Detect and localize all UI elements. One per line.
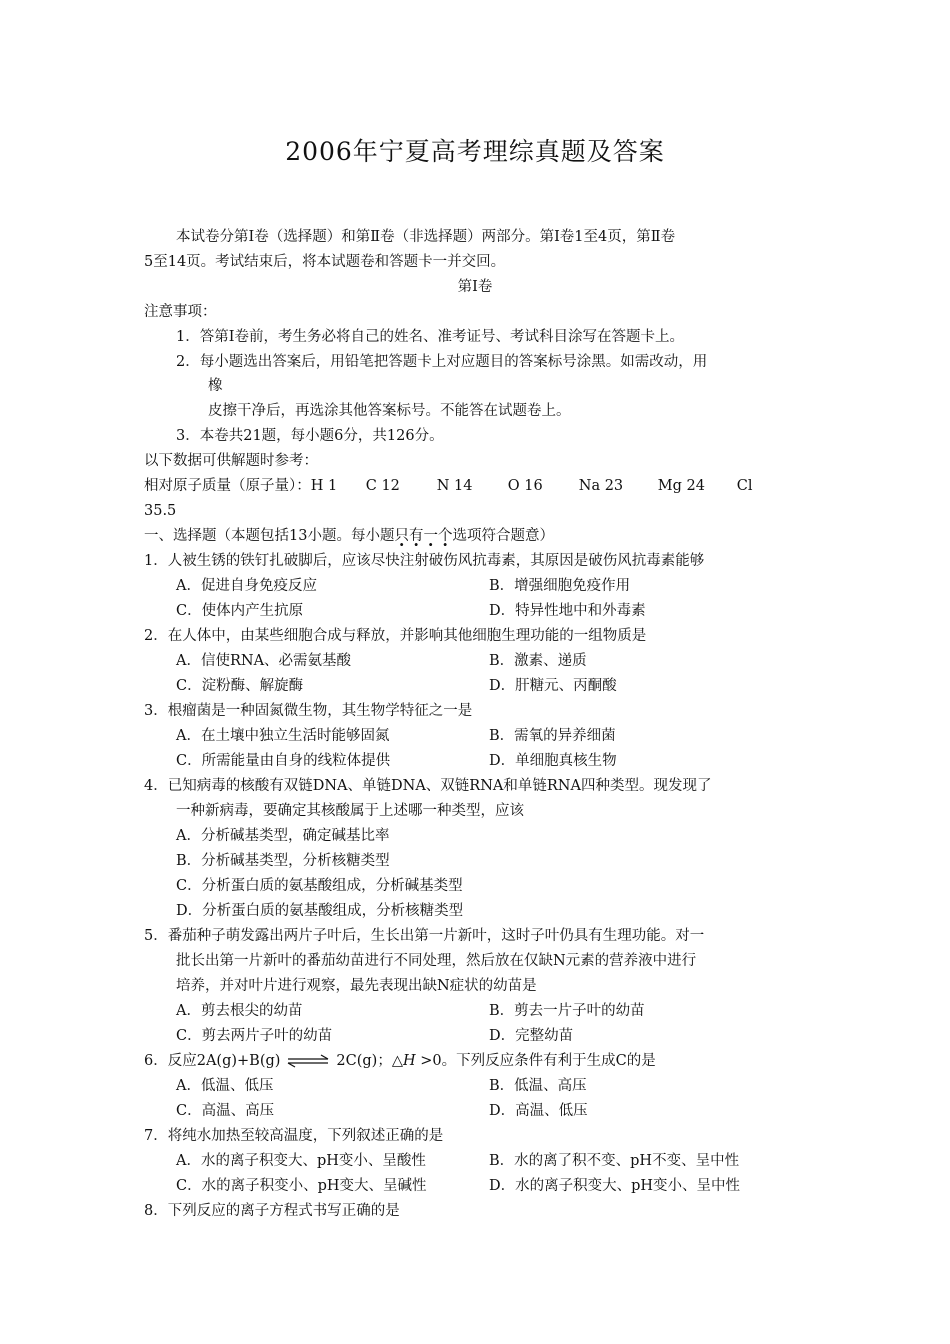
- q4-stem-2: 一种新病毒，要确定其核酸属于上述哪一种类型，应该: [176, 803, 524, 819]
- atomic-mass-line: [144, 476, 752, 496]
- q6-option-b: B．低温、高压: [489, 1078, 587, 1094]
- q3-option-d: D．单细胞真核生物: [489, 753, 617, 769]
- atomic-mass-label: 相对原子质量（原子量）：: [144, 478, 311, 494]
- q6-option-a: A．低温、低压: [176, 1078, 274, 1094]
- equilibrium-arrows-icon: [286, 1054, 330, 1068]
- q2-option-a: A．信使RNA、必需氨基酸: [176, 653, 352, 669]
- q3-stem: 3．根瘤菌是一种固氮微生物，其生物学特征之一是: [144, 703, 473, 719]
- atom-o: O 16: [507, 478, 543, 494]
- q4-option-d: D．分析蛋白质的氨基酸组成，分析核糖类型: [176, 903, 464, 919]
- q7-stem: 7．将纯水加热至较高温度，下列叙述正确的是: [144, 1128, 444, 1144]
- q5-option-c: C．剪去两片子叶的幼苗: [176, 1028, 333, 1044]
- q3-option-b: B．需氧的异养细菌: [489, 728, 616, 744]
- q1-option-c: C．使体内产生抗原: [176, 603, 304, 619]
- q7-option-b: B．水的离了积不变、pH不变、呈中性: [489, 1153, 740, 1169]
- atom-h: H 1: [310, 478, 338, 494]
- q5-option-a: A．剪去根尖的幼苗: [176, 1003, 303, 1019]
- q2-option-b: B．激素、递质: [489, 653, 587, 669]
- note-item-2-wrap: 橡: [208, 378, 223, 394]
- q5-option-b: B．剪去一片子叶的幼苗: [489, 1003, 645, 1019]
- section-heading: 第Ⅰ卷: [457, 279, 493, 295]
- q3-option-a: A．在土壤中独立生活时能够固氮: [176, 728, 390, 744]
- q7-option-a: A．水的离子积变大、pH变小、呈酸性: [176, 1153, 426, 1169]
- page-title: 2006年宁夏高考理综真题及答案: [285, 137, 665, 166]
- q7-option-d: D．水的离子积变大、pH变小、呈中性: [489, 1178, 741, 1194]
- atomic-mass-list: [311, 476, 753, 496]
- q8-stem: 8．下列反应的离子方程式书写正确的是: [144, 1203, 400, 1219]
- q3-option-c: C．所需能量由自身的线粒体提供: [176, 753, 391, 769]
- reference-line: 以下数据可供解题时参考：: [144, 453, 318, 469]
- q5-option-d: D．完整幼苗: [489, 1028, 574, 1044]
- q4-option-a: A．分析碱基类型，确定碱基比率: [176, 828, 390, 844]
- q4-stem-1: 4．已知病毒的核酸有双链DNA、单链DNA、双链RNA和单链RNA四种类型。现发现了: [144, 778, 712, 794]
- atom-cl: Cl: [736, 478, 753, 494]
- note-item-2-cont: 皮擦干净后，再选涂其他答案标号。不能答在试题卷上。: [208, 403, 571, 419]
- note-item-3: 3．本卷共21题，每小题6分，共126分。: [176, 428, 444, 444]
- emph-char: 只: [394, 528, 409, 544]
- q4-option-c: C．分析蛋白质的氨基酸组成，分析碱基类型: [176, 878, 463, 894]
- atom-na: Na 23: [578, 478, 624, 494]
- atom-n: N 14: [436, 478, 473, 494]
- q1-stem: 1．人被生锈的铁钉扎破脚后，应该尽快注射破伤风抗毒素，其原因是破伤风抗毒素能够: [144, 553, 705, 569]
- q6-option-d: D．高温、低压: [489, 1103, 588, 1119]
- intro-line-2: 5至14页。考试结束后，将本试题卷和答题卡一并交回。: [144, 254, 506, 270]
- atom-mg: Mg 24: [657, 478, 705, 494]
- atomic-mass-cont: 35.5: [144, 503, 177, 519]
- q7-option-c: C．水的离子积变小、pH变大、呈碱性: [176, 1178, 427, 1194]
- q6-stem: 6．反应2A(g)+B(g) 2C(g)；△H >0。下列反应条件有利于生成C的是: [144, 1053, 656, 1069]
- q2-option-d: D．肝糖元、丙酮酸: [489, 678, 617, 694]
- part1-heading: 一、选择题（本题包括13小题。每小题只有一个选项符合题意）: [144, 528, 554, 544]
- q1-option-b: B．增强细胞免疫作用: [489, 578, 631, 594]
- q4-option-b: B．分析碱基类型，分析核糖类型: [176, 853, 390, 869]
- q5-stem-3: 培养，并对叶片进行观察，最先表现出缺N症状的幼苗是: [176, 978, 537, 994]
- q5-stem-2: 批长出第一片新叶的番茄幼苗进行不同处理，然后放在仅缺N元素的营养液中进行: [176, 953, 697, 969]
- note-item-2: 2．每小题选出答案后，用铅笔把答题卡上对应题目的答案标号涂黑。如需改动，用: [176, 354, 708, 370]
- emph-char: 有: [408, 528, 424, 544]
- q2-option-c: C．淀粉酶、解旋酶: [176, 678, 304, 694]
- intro-line-1: 本试卷分第Ⅰ卷（选择题）和第Ⅱ卷（非选择题）两部分。第Ⅰ卷1至4页，第Ⅱ卷: [176, 229, 676, 245]
- q6-option-c: C．高温、高压: [176, 1103, 275, 1119]
- notes-heading: 注意事项：: [144, 304, 217, 320]
- note-item-1: 1．答第Ⅰ卷前，考生务必将自己的姓名、准考证号、考试科目涂写在答题卡上。: [176, 329, 684, 345]
- atom-c: C 12: [365, 478, 400, 494]
- emph-char: 一: [423, 528, 438, 544]
- q1-option-d: D．特异性地中和外毒素: [489, 603, 646, 619]
- q1-option-a: A．促进自身免疫反应: [176, 578, 317, 594]
- q2-stem: 2．在人体中，由某些细胞合成与释放，并影响其他细胞生理功能的一组物质是: [144, 628, 647, 644]
- q5-stem-1: 5．番茄种子萌发露出两片子叶后，生长出第一片新叶，这时子叶仍具有生理功能。对一: [144, 928, 705, 944]
- emph-char: 个: [437, 528, 453, 544]
